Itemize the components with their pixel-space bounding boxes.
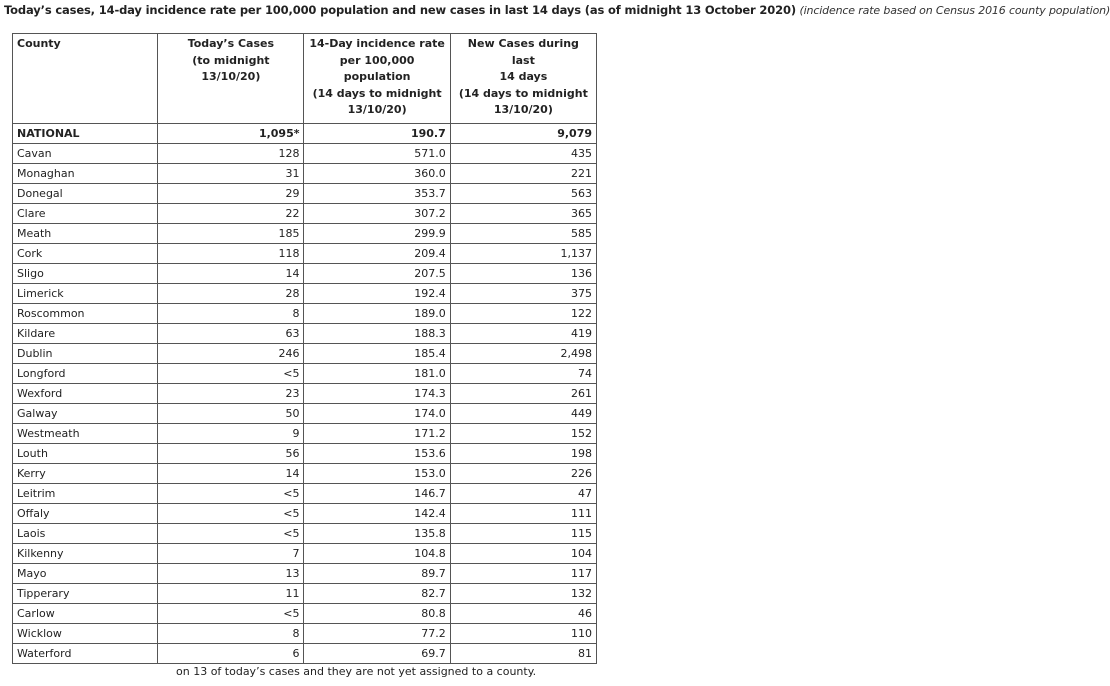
todays-cases-cell: 128 [158, 144, 304, 164]
incidence-rate-cell: 571.0 [304, 144, 450, 164]
table-row [13, 224, 597, 244]
todays-cases-cell: 9 [158, 424, 304, 444]
new-cases-cell: 563 [450, 184, 596, 204]
header-todays-cases: Today’s Cases (to midnight 13/10/20) [158, 34, 304, 124]
new-cases-cell: 198 [450, 444, 596, 464]
title-main: Today’s cases, 14-day incidence rate per 100,000 population and new cases in last 14 days (as of midnight 13 October 2020) [4, 3, 796, 17]
table-row [13, 604, 597, 624]
table-row [13, 164, 597, 184]
todays-cases-cell: <5 [158, 484, 304, 504]
new-cases-cell: 104 [450, 544, 596, 564]
county-cell: Galway [13, 404, 158, 424]
incidence-rate-cell: 77.2 [304, 624, 450, 644]
new-cases-cell: 261 [450, 384, 596, 404]
new-cases-cell: 221 [450, 164, 596, 184]
incidence-rate-cell: 69.7 [304, 644, 450, 664]
incidence-rate-cell: 153.0 [304, 464, 450, 484]
county-cell: Monaghan [13, 164, 158, 184]
new-cases-cell: 111 [450, 504, 596, 524]
table-row [13, 624, 597, 644]
table-row [13, 424, 597, 444]
new-cases-cell: 585 [450, 224, 596, 244]
todays-cases-cell: <5 [158, 364, 304, 384]
todays-cases-cell: <5 [158, 604, 304, 624]
table-row [13, 464, 597, 484]
new-cases-cell: 226 [450, 464, 596, 484]
county-cell: Offaly [13, 504, 158, 524]
new-cases-cell: 136 [450, 264, 596, 284]
todays-cases-cell: 118 [158, 244, 304, 264]
new-cases-cell: 81 [450, 644, 596, 664]
table-row [13, 324, 597, 344]
table-row [13, 284, 597, 304]
todays-cases-cell: 31 [158, 164, 304, 184]
new-cases-cell: 2,498 [450, 344, 596, 364]
todays-cases-cell: 11 [158, 584, 304, 604]
todays-cases-cell: 1,095* [158, 124, 304, 144]
county-cell: Dublin [13, 344, 158, 364]
footnote: on 13 of today’s cases and they are not yet assigned to a county. [176, 665, 537, 678]
todays-cases-cell: 6 [158, 644, 304, 664]
county-cell: Kilkenny [13, 544, 158, 564]
county-cell: Wicklow [13, 624, 158, 644]
new-cases-cell: 117 [450, 564, 596, 584]
county-cell: Carlow [13, 604, 158, 624]
county-cell: Clare [13, 204, 158, 224]
county-cell: Laois [13, 524, 158, 544]
incidence-rate-cell: 192.4 [304, 284, 450, 304]
table-row [13, 584, 597, 604]
incidence-rate-cell: 185.4 [304, 344, 450, 364]
incidence-rate-cell: 190.7 [304, 124, 450, 144]
todays-cases-cell: 185 [158, 224, 304, 244]
page-title [4, 3, 1110, 17]
incidence-rate-cell: 171.2 [304, 424, 450, 444]
new-cases-cell: 47 [450, 484, 596, 504]
header-new-cases: New Cases during last 14 days (14 days to midnight 13/10/20) [450, 34, 596, 124]
county-cell: Limerick [13, 284, 158, 304]
incidence-rate-cell: 104.8 [304, 544, 450, 564]
new-cases-cell: 419 [450, 324, 596, 344]
table-row [13, 644, 597, 664]
table-row [13, 144, 597, 164]
incidence-rate-cell: 174.3 [304, 384, 450, 404]
new-cases-cell: 449 [450, 404, 596, 424]
new-cases-cell: 132 [450, 584, 596, 604]
todays-cases-cell: 23 [158, 384, 304, 404]
table-row [13, 304, 597, 324]
header-incidence-rate: 14-Day incidence rate per 100,000 population (14 days to midnight 13/10/20) [304, 34, 450, 124]
incidence-rate-cell: 153.6 [304, 444, 450, 464]
incidence-rate-cell: 353.7 [304, 184, 450, 204]
table-body [13, 124, 597, 664]
new-cases-cell: 115 [450, 524, 596, 544]
county-cell: Kildare [13, 324, 158, 344]
todays-cases-cell: 50 [158, 404, 304, 424]
new-cases-cell: 9,079 [450, 124, 596, 144]
incidence-rate-cell: 360.0 [304, 164, 450, 184]
county-cell: Cork [13, 244, 158, 264]
table-row [13, 564, 597, 584]
county-cell: Wexford [13, 384, 158, 404]
incidence-rate-cell: 142.4 [304, 504, 450, 524]
incidence-rate-cell: 189.0 [304, 304, 450, 324]
county-cell: NATIONAL [13, 124, 158, 144]
county-cell: Roscommon [13, 304, 158, 324]
title-note: (incidence rate based on Census 2016 county population) [799, 4, 1110, 17]
county-cell: Meath [13, 224, 158, 244]
county-cell: Donegal [13, 184, 158, 204]
header-county: County [13, 34, 158, 124]
todays-cases-cell: 22 [158, 204, 304, 224]
incidence-rate-cell: 135.8 [304, 524, 450, 544]
incidence-rate-cell: 89.7 [304, 564, 450, 584]
todays-cases-cell: 14 [158, 464, 304, 484]
county-cell: Louth [13, 444, 158, 464]
table-row [13, 384, 597, 404]
county-cell: Cavan [13, 144, 158, 164]
todays-cases-cell: 56 [158, 444, 304, 464]
county-cell: Westmeath [13, 424, 158, 444]
todays-cases-cell: 8 [158, 624, 304, 644]
todays-cases-cell: 246 [158, 344, 304, 364]
table-row [13, 404, 597, 424]
todays-cases-cell: 14 [158, 264, 304, 284]
incidence-rate-cell: 188.3 [304, 324, 450, 344]
new-cases-cell: 365 [450, 204, 596, 224]
incidence-rate-cell: 174.0 [304, 404, 450, 424]
table-row [13, 524, 597, 544]
todays-cases-cell: 29 [158, 184, 304, 204]
todays-cases-cell: 13 [158, 564, 304, 584]
new-cases-cell: 152 [450, 424, 596, 444]
todays-cases-cell: 8 [158, 304, 304, 324]
todays-cases-cell: <5 [158, 524, 304, 544]
incidence-rate-cell: 207.5 [304, 264, 450, 284]
table-row [13, 184, 597, 204]
incidence-rate-cell: 181.0 [304, 364, 450, 384]
county-cell: Tipperary [13, 584, 158, 604]
table-row [13, 544, 597, 564]
county-cases-table [12, 33, 597, 664]
todays-cases-cell: 63 [158, 324, 304, 344]
county-cell: Leitrim [13, 484, 158, 504]
county-cell: Kerry [13, 464, 158, 484]
new-cases-cell: 1,137 [450, 244, 596, 264]
county-cell: Sligo [13, 264, 158, 284]
county-cell: Longford [13, 364, 158, 384]
table-row [13, 444, 597, 464]
table-header-row [13, 34, 597, 124]
new-cases-cell: 74 [450, 364, 596, 384]
table-row [13, 244, 597, 264]
todays-cases-cell: <5 [158, 504, 304, 524]
incidence-rate-cell: 299.9 [304, 224, 450, 244]
county-cell: Waterford [13, 644, 158, 664]
incidence-rate-cell: 307.2 [304, 204, 450, 224]
table-row [13, 364, 597, 384]
table-row [13, 204, 597, 224]
table-row [13, 484, 597, 504]
new-cases-cell: 122 [450, 304, 596, 324]
todays-cases-cell: 28 [158, 284, 304, 304]
incidence-rate-cell: 82.7 [304, 584, 450, 604]
table-row [13, 344, 597, 364]
incidence-rate-cell: 146.7 [304, 484, 450, 504]
table-row [13, 264, 597, 284]
table-row [13, 504, 597, 524]
table-row-national [13, 124, 597, 144]
todays-cases-cell: 7 [158, 544, 304, 564]
new-cases-cell: 375 [450, 284, 596, 304]
incidence-rate-cell: 209.4 [304, 244, 450, 264]
incidence-rate-cell: 80.8 [304, 604, 450, 624]
new-cases-cell: 435 [450, 144, 596, 164]
new-cases-cell: 110 [450, 624, 596, 644]
county-cell: Mayo [13, 564, 158, 584]
new-cases-cell: 46 [450, 604, 596, 624]
